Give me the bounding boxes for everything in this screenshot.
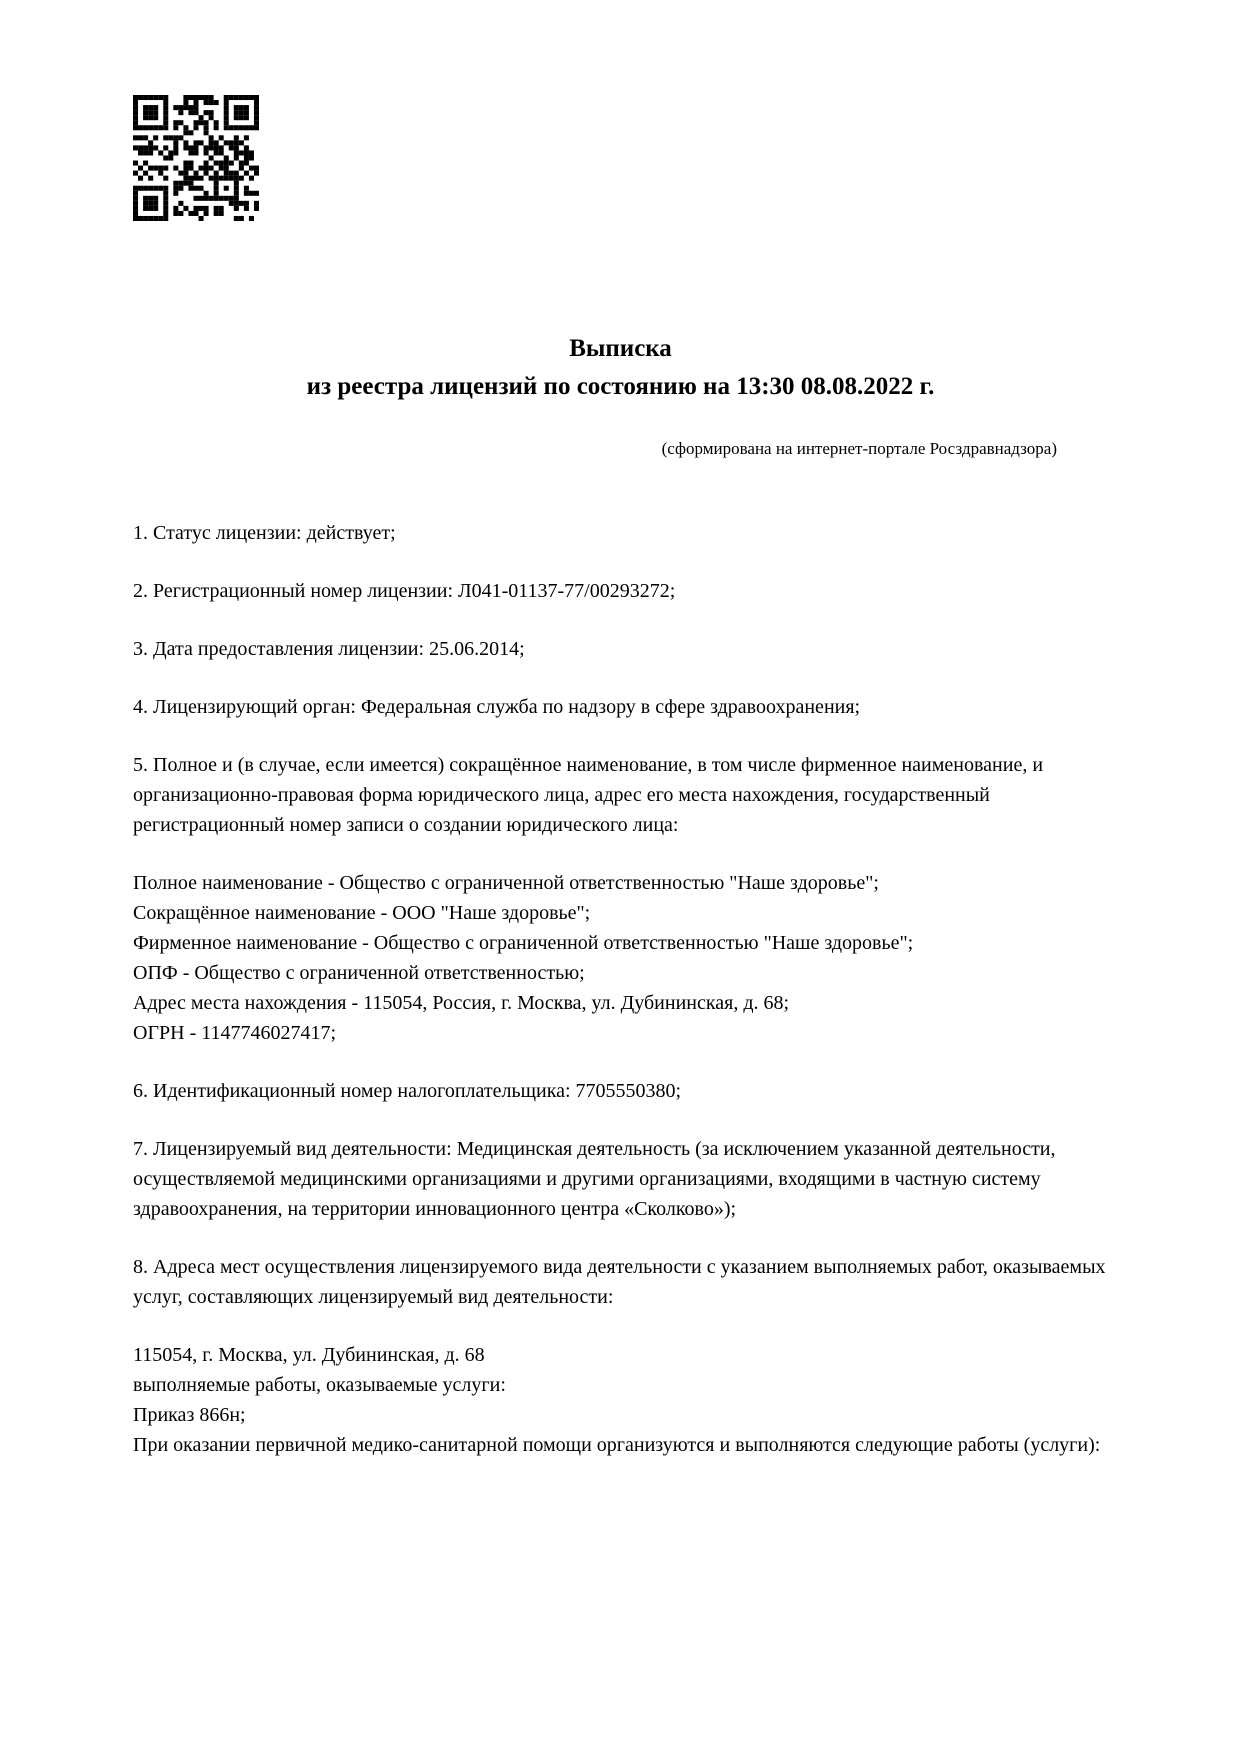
paragraph-line: 2. Регистрационный номер лицензии: Л041-01137-77/00293272; xyxy=(133,580,676,602)
paragraph-line: выполняемые работы, оказываемые услуги: xyxy=(133,1374,506,1396)
paragraph-line: 6. Идентификационный номер налогоплательщика: 7705550380; xyxy=(133,1080,682,1102)
paragraph-line: 115054, г. Москва, ул. Дубининская, д. 68 xyxy=(133,1344,485,1366)
paragraph-line: ОГРН - 1147746027417; xyxy=(133,1022,337,1044)
paragraph-line: Фирменное наименование - Общество с ограниченной ответственностью "Наше здоровье"; xyxy=(133,932,914,954)
paragraph-line: 8. Адреса мест осуществления лицензируемого вида деятельности с указанием выполняемых работ, оказываемых услуг, составляющих лицензируемый вид деятельности: xyxy=(133,1256,1106,1308)
paragraph-line: Приказ 866н; xyxy=(133,1404,246,1426)
paragraph xyxy=(133,1134,1108,1224)
paragraph-line: При оказании первичной медико-санитарной помощи организуются и выполняются следующие работы (услуги): xyxy=(133,1434,1101,1456)
paragraph-line: ОПФ - Общество с ограниченной ответственностью; xyxy=(133,962,585,984)
paragraph xyxy=(133,868,1108,1048)
paragraph-line: Сокращённое наименование - ООО "Наше здоровье"; xyxy=(133,902,591,924)
document-content xyxy=(133,330,1108,1460)
paragraph-line: 4. Лицензирующий орган: Федеральная служба по надзору в сфере здравоохранения; xyxy=(133,696,861,718)
paragraph-line: Адрес места нахождения - 115054, Россия, г. Москва, ул. Дубининская, д. 68; xyxy=(133,992,790,1014)
paragraph xyxy=(133,518,1108,548)
qr-code xyxy=(133,95,259,221)
paragraph xyxy=(133,634,1108,664)
title-line-2: из реестра лицензий по состоянию на 13:30 08.08.2022 г. xyxy=(306,373,935,400)
paragraph xyxy=(133,1340,1108,1460)
paragraph xyxy=(133,1076,1108,1106)
paragraph xyxy=(133,750,1108,840)
paragraph-line: 3. Дата предоставления лицензии: 25.06.2014; xyxy=(133,638,525,660)
paragraph-line: 1. Статус лицензии: действует; xyxy=(133,522,396,544)
paragraph xyxy=(133,692,1108,722)
qr-code-image xyxy=(133,95,259,221)
paragraph-line: 7. Лицензируемый вид деятельности: Медицинская деятельность (за исключением указанной деятельности, осуществляемой медицинскими организациями и другими организациями, входящими в частную систему здравоохранения, на территории инновационного центра «Сколково»); xyxy=(133,1138,1056,1220)
paragraph xyxy=(133,576,1108,606)
paragraph-line: 5. Полное и (в случае, если имеется) сокращённое наименование, в том числе фирменное наименование, и организационно-правовая форма юридического лица, адрес его места нахождения, государственный регистрационный номер записи о создании юридического лица: xyxy=(133,754,1044,836)
document-title xyxy=(133,330,1108,406)
document-subtitle: (сформирована на интернет-портале Росздравнадзора) xyxy=(661,439,1057,458)
document-paragraphs xyxy=(133,518,1108,1460)
title-line-1: Выписка xyxy=(569,335,672,362)
paragraph-line: Полное наименование - Общество с ограниченной ответственностью "Наше здоровье"; xyxy=(133,872,879,894)
paragraph xyxy=(133,1252,1108,1312)
